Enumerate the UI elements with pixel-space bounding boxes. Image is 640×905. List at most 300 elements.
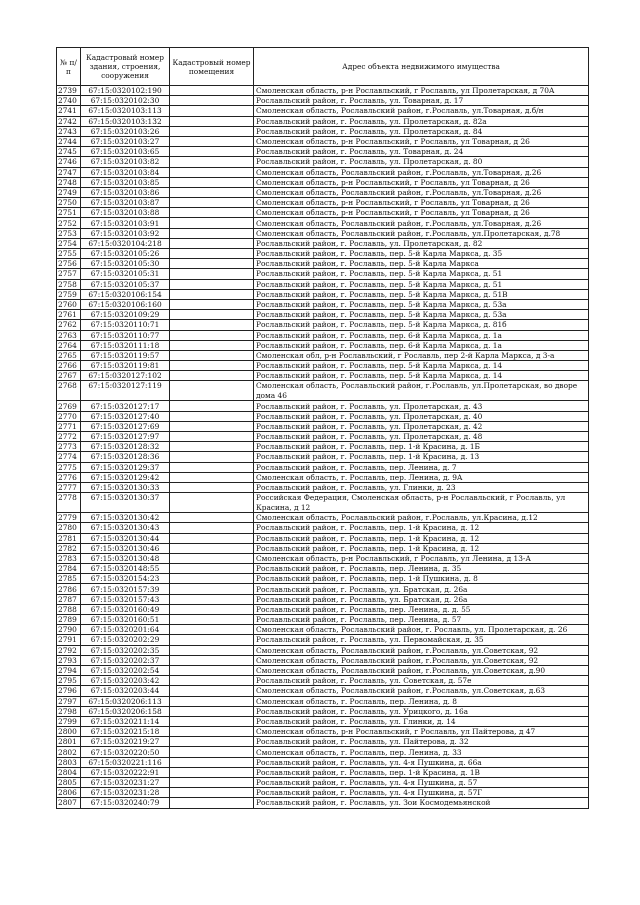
cadastral-number: 67:15:0320203:42 xyxy=(81,676,170,686)
row-number: 2805 xyxy=(57,778,81,788)
room-cadastral-number xyxy=(170,584,254,594)
row-number: 2761 xyxy=(57,310,81,320)
property-register-table xyxy=(56,47,589,809)
object-address: Рославльский район, г. Рославль, ул. Пролетарская, д. 48 xyxy=(254,432,589,442)
object-address: Рославльский район, г. Рославль, пер. 5-й Карла Маркса, д. 35 xyxy=(254,249,589,259)
object-address: Смоленская область, Рославльский район, г.Рославль, ул.Советская, 92 xyxy=(254,645,589,655)
room-cadastral-number xyxy=(170,401,254,411)
table-row xyxy=(57,452,589,462)
object-address: Смоленская область, Рославльский район, г.Рославль, ул.Пролетарская, д.78 xyxy=(254,228,589,238)
row-number: 2745 xyxy=(57,147,81,157)
table-row xyxy=(57,238,589,248)
object-address: Смоленская область, Рославльский район, г.Рославль, ул.Красина, д.12 xyxy=(254,513,589,523)
object-address: Рославльский район, г. Рославль, пер. Ленина, д. 57 xyxy=(254,615,589,625)
object-address: Рославльский район, г. Рославль, пер. 5-й Карла Маркса, д. 14 xyxy=(254,361,589,371)
cadastral-number: 67:15:0320130:46 xyxy=(81,543,170,553)
table-row xyxy=(57,462,589,472)
table-row xyxy=(57,371,589,381)
table-row xyxy=(57,320,589,330)
room-cadastral-number xyxy=(170,86,254,96)
table-row xyxy=(57,381,589,401)
object-address: Рославльский район, г. Рославль, пер. 5-й Карла Маркса, д. 51В xyxy=(254,289,589,299)
header-address: Адрес объекта недвижимого имущества xyxy=(254,48,589,86)
table-row xyxy=(57,676,589,686)
room-cadastral-number xyxy=(170,157,254,167)
row-number: 2773 xyxy=(57,442,81,452)
room-cadastral-number xyxy=(170,625,254,635)
table-row xyxy=(57,289,589,299)
room-cadastral-number xyxy=(170,147,254,157)
table-row xyxy=(57,615,589,625)
object-address: Рославльский район, г. Рославль, ул. Товарная, д. 17 xyxy=(254,96,589,106)
cadastral-number: 67:15:0320203:44 xyxy=(81,686,170,696)
table-row xyxy=(57,350,589,360)
row-number: 2752 xyxy=(57,218,81,228)
room-cadastral-number xyxy=(170,350,254,360)
cadastral-number: 67:15:0320220:50 xyxy=(81,747,170,757)
row-number: 2778 xyxy=(57,493,81,513)
table-row xyxy=(57,116,589,126)
room-cadastral-number xyxy=(170,533,254,543)
table-row xyxy=(57,401,589,411)
row-number: 2764 xyxy=(57,340,81,350)
room-cadastral-number xyxy=(170,218,254,228)
row-number: 2772 xyxy=(57,432,81,442)
header-cadastral-building: Кадастровый номер здания, строения, сооружения xyxy=(81,48,170,86)
room-cadastral-number xyxy=(170,259,254,269)
room-cadastral-number xyxy=(170,371,254,381)
cadastral-number: 67:15:0320103:65 xyxy=(81,147,170,157)
object-address: Смоленская область, г. Рославль, пер. Ленина, д. 33 xyxy=(254,747,589,757)
room-cadastral-number xyxy=(170,208,254,218)
table-row xyxy=(57,299,589,309)
object-address: Смоленская область, р-н Рославльский, г Рославль, ул Товарная, д 26 xyxy=(254,208,589,218)
table-row xyxy=(57,340,589,350)
object-address: Рославльский район, г. Рославль, пер. 1-й Красина, д. 1В xyxy=(254,767,589,777)
object-address: Смоленская область, Рославльский район, г.Рославль, ул.Советская, д.90 xyxy=(254,665,589,675)
row-number: 2797 xyxy=(57,696,81,706)
cadastral-number: 67:15:0320103:91 xyxy=(81,218,170,228)
cadastral-number: 67:15:0320106:154 xyxy=(81,289,170,299)
table-body xyxy=(57,86,589,809)
cadastral-number: 67:15:0320129:37 xyxy=(81,462,170,472)
cadastral-number: 67:15:0320127:69 xyxy=(81,421,170,431)
table-row xyxy=(57,279,589,289)
table-row xyxy=(57,798,589,808)
table-row xyxy=(57,716,589,726)
row-number: 2739 xyxy=(57,86,81,96)
room-cadastral-number xyxy=(170,716,254,726)
row-number: 2791 xyxy=(57,635,81,645)
table-row xyxy=(57,136,589,146)
object-address: Рославльский район, г. Рославль, ул. Пролетарская, д. 43 xyxy=(254,401,589,411)
cadastral-number: 67:15:0320231:28 xyxy=(81,788,170,798)
cadastral-number: 67:15:0320157:39 xyxy=(81,584,170,594)
row-number: 2798 xyxy=(57,706,81,716)
object-address: Рославльский район, г. Рославль, пер. Ленина, д. д. 55 xyxy=(254,604,589,614)
row-number: 2767 xyxy=(57,371,81,381)
cadastral-number: 67:15:0320130:33 xyxy=(81,482,170,492)
row-number: 2793 xyxy=(57,655,81,665)
row-number: 2756 xyxy=(57,259,81,269)
cadastral-number: 67:15:0320111:18 xyxy=(81,340,170,350)
row-number: 2789 xyxy=(57,615,81,625)
row-number: 2741 xyxy=(57,106,81,116)
row-number: 2751 xyxy=(57,208,81,218)
object-address: Российская Федерация, Смоленская область, р-н Рославльский, г Рославль, ул Красина, д 12 xyxy=(254,493,589,513)
cadastral-number: 67:15:0320127:119 xyxy=(81,381,170,401)
object-address: Смоленская область, Рославльский район, г.Рославль, ул.Советская, 92 xyxy=(254,655,589,665)
row-number: 2802 xyxy=(57,747,81,757)
object-address: Рославльский район, г. Рославль, ул. Пролетарская, д. 42 xyxy=(254,421,589,431)
room-cadastral-number xyxy=(170,564,254,574)
object-address: Рославльский район, г. Рославль, пер. 1-й Пушкина, д. 8 xyxy=(254,574,589,584)
room-cadastral-number xyxy=(170,228,254,238)
row-number: 2746 xyxy=(57,157,81,167)
table-row xyxy=(57,472,589,482)
object-address: Рославльский район, г. Рославль, ул. Урицкого, д. 16а xyxy=(254,706,589,716)
row-number: 2754 xyxy=(57,238,81,248)
cadastral-number: 67:15:0320206:113 xyxy=(81,696,170,706)
cadastral-number: 67:15:0320103:82 xyxy=(81,157,170,167)
row-number: 2743 xyxy=(57,126,81,136)
room-cadastral-number xyxy=(170,574,254,584)
room-cadastral-number xyxy=(170,299,254,309)
cadastral-number: 67:15:0320130:42 xyxy=(81,513,170,523)
cadastral-number: 67:15:0320104:218 xyxy=(81,238,170,248)
cadastral-number: 67:15:0320130:48 xyxy=(81,553,170,563)
cadastral-number: 67:15:0320103:87 xyxy=(81,198,170,208)
row-number: 2765 xyxy=(57,350,81,360)
object-address: Смоленская область, Рославльский район, г.Рославль, ул.Товарная, д.26 xyxy=(254,187,589,197)
object-address: Рославльский район, г. Рославль, ул. Пролетарская, д. 80 xyxy=(254,157,589,167)
room-cadastral-number xyxy=(170,198,254,208)
room-cadastral-number xyxy=(170,778,254,788)
table-row xyxy=(57,330,589,340)
table-header-row xyxy=(57,48,589,86)
room-cadastral-number xyxy=(170,543,254,553)
cadastral-number: 67:15:0320219:27 xyxy=(81,737,170,747)
object-address: Рославльский район, г. Рославль, ул. Первомайская, д. 35 xyxy=(254,635,589,645)
cadastral-number: 67:15:0320160:49 xyxy=(81,604,170,614)
object-address: Смоленская область, р-н Рославльский, г Рославль, ул Товарная, д 26 xyxy=(254,198,589,208)
table-row xyxy=(57,96,589,106)
row-number: 2780 xyxy=(57,523,81,533)
table-row xyxy=(57,757,589,767)
room-cadastral-number xyxy=(170,727,254,737)
object-address: Рославльский район, г. Рославль, ул. Зои Космодемьянской xyxy=(254,798,589,808)
table-row xyxy=(57,747,589,757)
table-row xyxy=(57,126,589,136)
row-number: 2794 xyxy=(57,665,81,675)
row-number: 2757 xyxy=(57,269,81,279)
cadastral-number: 67:15:0320103:26 xyxy=(81,126,170,136)
table-row xyxy=(57,269,589,279)
room-cadastral-number xyxy=(170,432,254,442)
room-cadastral-number xyxy=(170,269,254,279)
room-cadastral-number xyxy=(170,482,254,492)
table-row xyxy=(57,635,589,645)
room-cadastral-number xyxy=(170,615,254,625)
cadastral-number: 67:15:0320202:29 xyxy=(81,635,170,645)
row-number: 2762 xyxy=(57,320,81,330)
object-address: Рославльский район, г. Рославль, ул. Пролетарская, д. 82а xyxy=(254,116,589,126)
row-number: 2748 xyxy=(57,177,81,187)
object-address: Рославльский район, г. Рославль, пер. 5-й Карла Маркса, д. 51 xyxy=(254,269,589,279)
table-row xyxy=(57,564,589,574)
cadastral-number: 67:15:0320103:113 xyxy=(81,106,170,116)
table-row xyxy=(57,228,589,238)
table-row xyxy=(57,432,589,442)
table-row xyxy=(57,767,589,777)
room-cadastral-number xyxy=(170,361,254,371)
cadastral-number: 67:15:0320201:64 xyxy=(81,625,170,635)
cadastral-number: 67:15:0320222:91 xyxy=(81,767,170,777)
room-cadastral-number xyxy=(170,655,254,665)
cadastral-number: 67:15:0320119:81 xyxy=(81,361,170,371)
row-number: 2800 xyxy=(57,727,81,737)
room-cadastral-number xyxy=(170,442,254,452)
room-cadastral-number xyxy=(170,411,254,421)
cadastral-number: 67:15:0320128:36 xyxy=(81,452,170,462)
object-address: Рославльский район, г. Рославль, пер. 5-й Карла Маркса, д. 81б xyxy=(254,320,589,330)
room-cadastral-number xyxy=(170,187,254,197)
row-number: 2779 xyxy=(57,513,81,523)
room-cadastral-number xyxy=(170,645,254,655)
room-cadastral-number xyxy=(170,238,254,248)
table-row xyxy=(57,167,589,177)
table-row xyxy=(57,543,589,553)
object-address: Смоленская область, Рославльский район, г.Рославль, ул.Товарная, д.26 xyxy=(254,218,589,228)
room-cadastral-number xyxy=(170,167,254,177)
cadastral-number: 67:15:0320160:51 xyxy=(81,615,170,625)
table-row xyxy=(57,665,589,675)
room-cadastral-number xyxy=(170,665,254,675)
cadastral-number: 67:15:0320103:85 xyxy=(81,177,170,187)
cadastral-number: 67:15:0320127:102 xyxy=(81,371,170,381)
row-number: 2769 xyxy=(57,401,81,411)
cadastral-number: 67:15:0320102:30 xyxy=(81,96,170,106)
room-cadastral-number xyxy=(170,788,254,798)
room-cadastral-number xyxy=(170,594,254,604)
row-number: 2766 xyxy=(57,361,81,371)
room-cadastral-number xyxy=(170,696,254,706)
cadastral-number: 67:15:0320119:57 xyxy=(81,350,170,360)
table-row xyxy=(57,727,589,737)
cadastral-number: 67:15:0320127:40 xyxy=(81,411,170,421)
cadastral-number: 67:15:0320103:86 xyxy=(81,187,170,197)
object-address: Рославльский район, г. Рославль, пер. 5-й Карла Маркса xyxy=(254,259,589,269)
object-address: Рославльский район, г. Рославль, ул. 4-я Пушкина, д. 57Г xyxy=(254,788,589,798)
object-address: Рославльский район, г. Рославль, пер. 5-й Карла Маркса, д. 53а xyxy=(254,310,589,320)
object-address: Рославльский район, г. Рославль, ул. Глинки, д. 14 xyxy=(254,716,589,726)
room-cadastral-number xyxy=(170,462,254,472)
row-number: 2771 xyxy=(57,421,81,431)
row-number: 2799 xyxy=(57,716,81,726)
row-number: 2753 xyxy=(57,228,81,238)
cadastral-number: 67:15:0320128:32 xyxy=(81,442,170,452)
cadastral-number: 67:15:0320102:190 xyxy=(81,86,170,96)
object-address: Рославльский район, г. Рославль, пер. Ленина, д. 35 xyxy=(254,564,589,574)
cadastral-number: 67:15:0320105:37 xyxy=(81,279,170,289)
cadastral-number: 67:15:0320110:77 xyxy=(81,330,170,340)
object-address: Смоленская область, Рославльский район, г.Рославль, ул.Товарная, д.26 xyxy=(254,167,589,177)
cadastral-number: 67:15:0320127:17 xyxy=(81,401,170,411)
cadastral-number: 67:15:0320127:97 xyxy=(81,432,170,442)
row-number: 2774 xyxy=(57,452,81,462)
table-row xyxy=(57,625,589,635)
table-row xyxy=(57,482,589,492)
row-number: 2783 xyxy=(57,553,81,563)
cadastral-number: 67:15:0320202:35 xyxy=(81,645,170,655)
room-cadastral-number xyxy=(170,767,254,777)
cadastral-number: 67:15:0320221:116 xyxy=(81,757,170,767)
row-number: 2788 xyxy=(57,604,81,614)
room-cadastral-number xyxy=(170,635,254,645)
object-address: Рославльский район, г. Рославль, ул. Пролетарская, д. 82 xyxy=(254,238,589,248)
row-number: 2758 xyxy=(57,279,81,289)
room-cadastral-number xyxy=(170,472,254,482)
object-address: Смоленская область, р-н Рославльский, г Рославль, ул Пролетарская, д 70А xyxy=(254,86,589,96)
cadastral-number: 67:15:0320130:37 xyxy=(81,493,170,513)
object-address: Смоленская область, Рославльский район, г.Рославль, ул.Пролетарская, во дворе дома 46 xyxy=(254,381,589,401)
row-number: 2755 xyxy=(57,249,81,259)
row-number: 2792 xyxy=(57,645,81,655)
object-address: Рославльский район, г. Рославль, ул. Пролетарская, д. 40 xyxy=(254,411,589,421)
cadastral-number: 67:15:0320240:79 xyxy=(81,798,170,808)
table-row xyxy=(57,310,589,320)
object-address: Смоленская обл, р-н Рославльский, г Рославль, пер 2-й Карла Маркса, д 3-а xyxy=(254,350,589,360)
object-address: Смоленская область, Рославльский район, г. Рославль, ул. Пролетарская, д. 26 xyxy=(254,625,589,635)
table-row xyxy=(57,574,589,584)
row-number: 2784 xyxy=(57,564,81,574)
row-number: 2796 xyxy=(57,686,81,696)
room-cadastral-number xyxy=(170,381,254,401)
row-number: 2795 xyxy=(57,676,81,686)
room-cadastral-number xyxy=(170,421,254,431)
room-cadastral-number xyxy=(170,513,254,523)
object-address: Смоленская область, р-н Рославльский, г Рославль, ул Пайтерова, д 47 xyxy=(254,727,589,737)
object-address: Рославльский район, г. Рославль, пер. 5-й Карла Маркса, д. 14 xyxy=(254,371,589,381)
table-row xyxy=(57,442,589,452)
table-row xyxy=(57,177,589,187)
room-cadastral-number xyxy=(170,126,254,136)
cadastral-number: 67:15:0320129:42 xyxy=(81,472,170,482)
cadastral-number: 67:15:0320211:14 xyxy=(81,716,170,726)
room-cadastral-number xyxy=(170,798,254,808)
row-number: 2768 xyxy=(57,381,81,401)
table-row xyxy=(57,493,589,513)
cadastral-number: 67:15:0320206:158 xyxy=(81,706,170,716)
table-row xyxy=(57,553,589,563)
row-number: 2786 xyxy=(57,584,81,594)
table-row xyxy=(57,147,589,157)
room-cadastral-number xyxy=(170,452,254,462)
cadastral-number: 67:15:0320103:92 xyxy=(81,228,170,238)
object-address: Рославльский район, г. Рославль, ул. Глинки, д. 23 xyxy=(254,482,589,492)
table-row xyxy=(57,157,589,167)
table-row xyxy=(57,706,589,716)
object-address: Рославльский район, г. Рославль, ул. Пролетарская, д. 84 xyxy=(254,126,589,136)
row-number: 2775 xyxy=(57,462,81,472)
object-address: Рославльский район, г. Рославль, пер. 6-й Карла Маркса, д. 1а xyxy=(254,330,589,340)
row-number: 2747 xyxy=(57,167,81,177)
cadastral-number: 67:15:0320103:132 xyxy=(81,116,170,126)
object-address: Смоленская область, г. Рославль, пер. Ленина, д. 9А xyxy=(254,472,589,482)
object-address: Смоленская область, р-н Рославльский, г Рославль, ул Товарная, д 26 xyxy=(254,177,589,187)
cadastral-number: 67:15:0320105:26 xyxy=(81,249,170,259)
table-row xyxy=(57,604,589,614)
cadastral-number: 67:15:0320215:18 xyxy=(81,727,170,737)
row-number: 2806 xyxy=(57,788,81,798)
table-row xyxy=(57,523,589,533)
row-number: 2744 xyxy=(57,136,81,146)
header-num: № п/п xyxy=(57,48,81,86)
row-number: 2790 xyxy=(57,625,81,635)
table-row xyxy=(57,686,589,696)
object-address: Рославльский район, г. Рославль, ул. Пайтерова, д. 32 xyxy=(254,737,589,747)
room-cadastral-number xyxy=(170,747,254,757)
row-number: 2804 xyxy=(57,767,81,777)
object-address: Рославльский район, г. Рославль, ул. 4-я Пушкина, д. 57 xyxy=(254,778,589,788)
room-cadastral-number xyxy=(170,279,254,289)
row-number: 2787 xyxy=(57,594,81,604)
table-row xyxy=(57,249,589,259)
object-address: Смоленская область, р-н Рославльский, г Рославль, ул Товарная, д 26 xyxy=(254,136,589,146)
row-number: 2760 xyxy=(57,299,81,309)
row-number: 2803 xyxy=(57,757,81,767)
table-row xyxy=(57,533,589,543)
object-address: Рославльский район, г. Рославль, пер. 1-й Красина, д. 12 xyxy=(254,523,589,533)
row-number: 2763 xyxy=(57,330,81,340)
table-row xyxy=(57,106,589,116)
room-cadastral-number xyxy=(170,96,254,106)
object-address: Рославльский район, г. Рославль, пер. 5-й Карла Маркса, д. 51 xyxy=(254,279,589,289)
table-row xyxy=(57,645,589,655)
row-number: 2785 xyxy=(57,574,81,584)
object-address: Рославльский район, г. Рославль, ул. Товарная, д. 24 xyxy=(254,147,589,157)
cadastral-number: 67:15:0320157:43 xyxy=(81,594,170,604)
row-number: 2742 xyxy=(57,116,81,126)
row-number: 2777 xyxy=(57,482,81,492)
table-row xyxy=(57,421,589,431)
object-address: Рославльский район, г. Рославль, ул. Братская, д. 26а xyxy=(254,594,589,604)
row-number: 2776 xyxy=(57,472,81,482)
row-number: 2807 xyxy=(57,798,81,808)
row-number: 2801 xyxy=(57,737,81,747)
object-address: Рославльский район, г. Рославль, пер. 1-й Красина, д. 1Б xyxy=(254,442,589,452)
object-address: Смоленская область, р-н Рославльский, г Рославль, ул Ленина, д 13-А xyxy=(254,553,589,563)
room-cadastral-number xyxy=(170,289,254,299)
cadastral-number: 67:15:0320106:160 xyxy=(81,299,170,309)
cadastral-number: 67:15:0320110:71 xyxy=(81,320,170,330)
object-address: Рославльский район, г. Рославль, пер. Ленина, д. 7 xyxy=(254,462,589,472)
object-address: Смоленская область, г. Рославль, пер. Ленина, д. 8 xyxy=(254,696,589,706)
table-row xyxy=(57,259,589,269)
room-cadastral-number xyxy=(170,310,254,320)
table-row xyxy=(57,218,589,228)
table-row xyxy=(57,198,589,208)
room-cadastral-number xyxy=(170,757,254,767)
table-row xyxy=(57,513,589,523)
room-cadastral-number xyxy=(170,706,254,716)
room-cadastral-number xyxy=(170,340,254,350)
room-cadastral-number xyxy=(170,737,254,747)
header-cadastral-room: Кадастровый номер помещения xyxy=(170,48,254,86)
table-row xyxy=(57,187,589,197)
room-cadastral-number xyxy=(170,116,254,126)
object-address: Рославльский район, г. Рославль, пер. 5-й Карла Маркса, д. 53а xyxy=(254,299,589,309)
